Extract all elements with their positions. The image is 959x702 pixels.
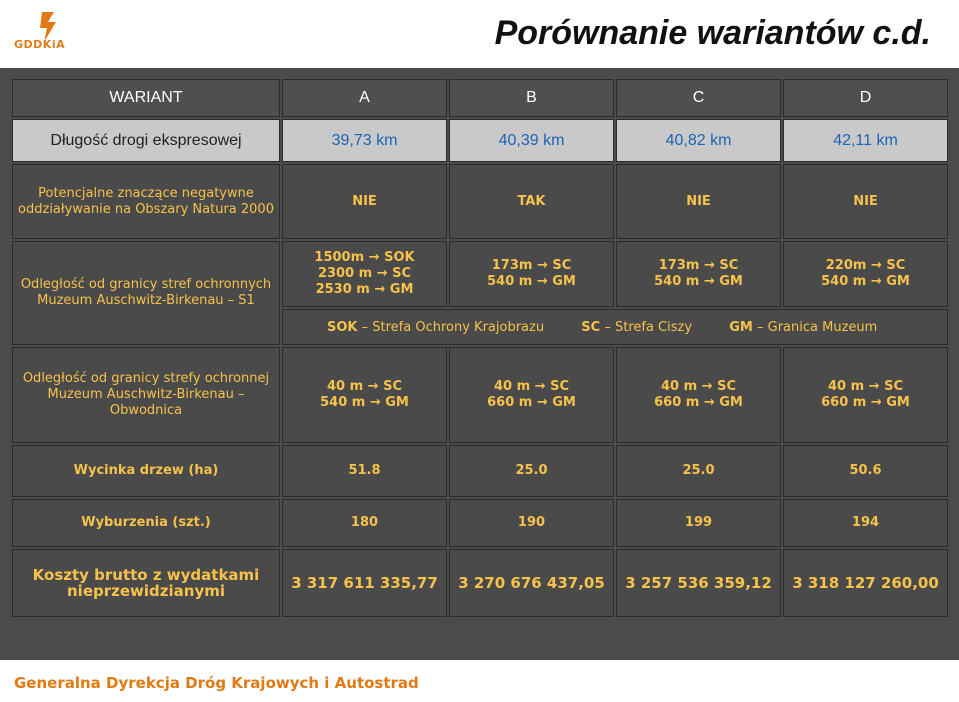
line: 660 m → GM xyxy=(654,395,743,410)
row-label: Odległość od granicy stref ochronnych Muzeum Auschwitz-Birkenau – S1 xyxy=(12,241,280,345)
row-label: Koszty brutto z wydatkami nieprzewidzianymi xyxy=(12,549,280,617)
cell-a: NIE xyxy=(282,164,447,239)
header-cell-a: A xyxy=(282,79,447,117)
line: 2300 m → SC xyxy=(317,266,412,281)
comparison-table xyxy=(10,77,950,619)
line: 540 m → GM xyxy=(821,274,910,289)
table-row-wycinka xyxy=(12,445,948,497)
cell-c: 40,82 km xyxy=(616,119,781,162)
table-row-koszty xyxy=(12,549,948,617)
cell-d xyxy=(783,347,948,443)
legend-code: SC xyxy=(581,319,601,335)
legend-desc: – Granica Muzeum xyxy=(757,319,878,335)
row-label: Odległość od granicy strefy ochronnej Muzeum Auschwitz-Birkenau – Obwodnica xyxy=(12,347,280,443)
cell-b: 3 270 676 437,05 xyxy=(449,549,614,617)
table-row-wyburzenia xyxy=(12,499,948,547)
legend-desc: – Strefa Ochrony Krajobrazu xyxy=(361,319,545,335)
cell-b: TAK xyxy=(449,164,614,239)
header xyxy=(0,0,959,68)
line: 220m → SC xyxy=(825,258,906,273)
line: 2530 m → GM xyxy=(315,282,414,297)
line: 540 m → GM xyxy=(487,274,576,289)
cell-c: NIE xyxy=(616,164,781,239)
line: 40 m → SC xyxy=(827,379,903,394)
line: 173m → SC xyxy=(658,258,739,273)
cell-c xyxy=(616,241,781,307)
cell-d xyxy=(783,241,948,307)
cell-a: 51.8 xyxy=(282,445,447,497)
line: 540 m → GM xyxy=(320,395,409,410)
cell-d: 50.6 xyxy=(783,445,948,497)
header-cell-label: WARIANT xyxy=(12,79,280,117)
line: 40 m → SC xyxy=(493,379,569,394)
cell-c xyxy=(616,347,781,443)
cell-c: 25.0 xyxy=(616,445,781,497)
logo-text: GDDKiA xyxy=(14,38,66,51)
header-cell-b: B xyxy=(449,79,614,117)
table-header-row xyxy=(12,79,948,117)
cell-a: 3 317 611 335,77 xyxy=(282,549,447,617)
footer-text: Generalna Dyrekcja Dróg Krajowych i Autostrad xyxy=(14,674,419,692)
cell-b xyxy=(449,347,614,443)
line: 540 m → GM xyxy=(654,274,743,289)
cell-c: 3 257 536 359,12 xyxy=(616,549,781,617)
line: 660 m → GM xyxy=(487,395,576,410)
row-label: Potencjalne znaczące negatywne oddziaływanie na Obszary Natura 2000 xyxy=(12,164,280,239)
cell-d: 3 318 127 260,00 xyxy=(783,549,948,617)
cell-a: 180 xyxy=(282,499,447,547)
table-row-length xyxy=(12,119,948,162)
row-label: Wycinka drzew (ha) xyxy=(12,445,280,497)
cell-a: 39,73 km xyxy=(282,119,447,162)
cell-b: 190 xyxy=(449,499,614,547)
legend-desc: – Strefa Ciszy xyxy=(604,319,693,335)
cell-b: 25.0 xyxy=(449,445,614,497)
footer xyxy=(0,660,959,702)
row-label: Wyburzenia (szt.) xyxy=(12,499,280,547)
header-cell-d: D xyxy=(783,79,948,117)
cell-a xyxy=(282,241,447,307)
header-cell-c: C xyxy=(616,79,781,117)
legend-code: SOK xyxy=(327,319,358,335)
cell-b: 40,39 km xyxy=(449,119,614,162)
row-label: Długość drogi ekspresowej xyxy=(12,119,280,162)
line: 173m → SC xyxy=(491,258,572,273)
cell-d: 194 xyxy=(783,499,948,547)
cell-d: NIE xyxy=(783,164,948,239)
cell-b xyxy=(449,241,614,307)
line: 40 m → SC xyxy=(326,379,402,394)
table-row-s1 xyxy=(12,241,948,307)
table-row-obwodnica xyxy=(12,347,948,443)
table-row-natura xyxy=(12,164,948,239)
content-area xyxy=(0,68,959,660)
line: 1500m → SOK xyxy=(314,250,415,265)
cell-c: 199 xyxy=(616,499,781,547)
line: 660 m → GM xyxy=(821,395,910,410)
cell-a xyxy=(282,347,447,443)
legend-code: GM xyxy=(729,319,753,335)
line: 40 m → SC xyxy=(660,379,736,394)
cell-d: 42,11 km xyxy=(783,119,948,162)
legend xyxy=(282,309,948,345)
page-title: Porównanie wariantów c.d. xyxy=(494,14,931,52)
